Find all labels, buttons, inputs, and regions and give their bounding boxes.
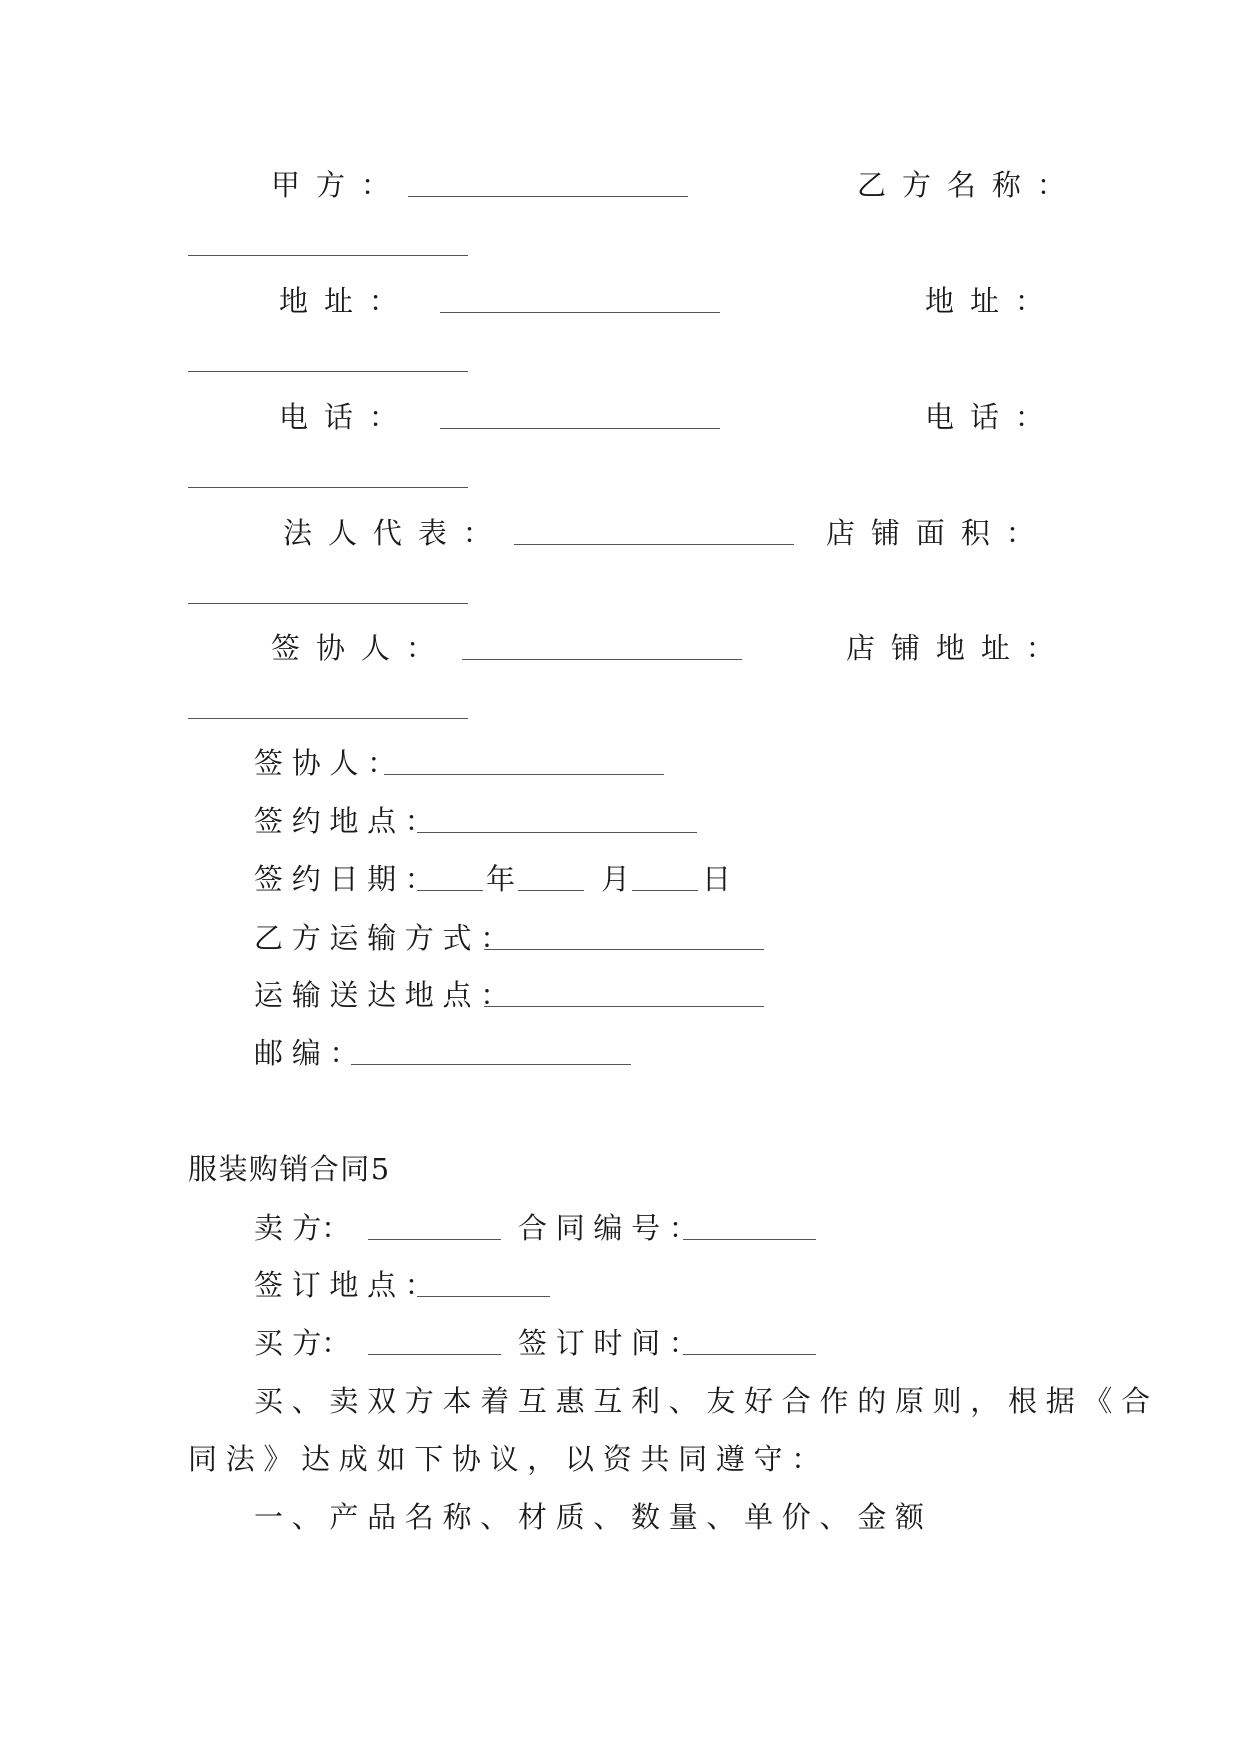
seller-label: 卖 方： [254,1211,351,1245]
address-a-label: 地址： [279,284,414,318]
intro-line-1: 买、卖双方本着互惠互利、友好合作的原则，根据《合 [254,1384,1159,1418]
sign-place-label: 签订地点： [254,1268,443,1302]
transport-method-field[interactable] [484,949,764,950]
section-1-heading: 一、产品名称、材质、数量、单价、金额 [254,1500,933,1534]
phone-b-label: 电话： [925,400,1060,434]
phone-a-label: 电话： [279,400,414,434]
buyer-field[interactable] [368,1354,501,1355]
signing-date-label: 签约日期： [254,862,443,896]
store-area-field[interactable] [188,603,468,604]
contract-no-label: 合同编号： [518,1211,707,1245]
address-b-field[interactable] [188,371,468,372]
delivery-place-field[interactable] [484,1006,764,1007]
co-signer-a-label: 签协人： [271,631,451,665]
delivery-place-label: 运输送达地点： [254,978,518,1012]
store-address-label: 店铺地址： [846,631,1071,665]
address-a-field[interactable] [440,312,720,313]
co-signer-b-field[interactable] [384,774,664,775]
party-b-name-label: 乙方名称： [857,168,1082,202]
party-a-field[interactable] [408,196,688,197]
signing-place-label: 签约地点： [254,804,443,838]
intro-line-2: 同法》达成如下协议，以资共同遵守： [188,1442,829,1476]
sign-place-field[interactable] [417,1296,550,1297]
transport-method-label: 乙方运输方式： [254,921,518,955]
seller-field[interactable] [368,1239,501,1240]
party-a-label: 甲方： [271,168,406,202]
day-label: 日 [702,862,732,896]
store-address-field[interactable] [188,718,468,719]
phone-a-field[interactable] [440,428,720,429]
postcode-field[interactable] [351,1064,631,1065]
party-b-name-field[interactable] [188,255,468,256]
address-b-label: 地址： [925,284,1060,318]
month-field[interactable] [518,890,584,891]
year-label: 年 [486,862,516,896]
year-field[interactable] [417,890,483,891]
phone-b-field[interactable] [188,487,468,488]
legal-rep-label: 法人代表： [283,516,508,550]
postcode-label: 邮编： [254,1036,368,1070]
month-label: 月 [601,862,631,896]
sign-time-field[interactable] [683,1354,816,1355]
signing-place-field[interactable] [417,832,697,833]
co-signer-a-field[interactable] [462,659,742,660]
buyer-label: 买 方： [254,1326,351,1360]
day-field[interactable] [632,890,698,891]
co-signer-b-label: 签协人： [254,746,405,780]
contract-no-field[interactable] [683,1239,816,1240]
store-area-label: 店铺面积： [826,516,1051,550]
legal-rep-field[interactable] [514,544,794,545]
contract-title: 服装购销合同5 [188,1152,391,1186]
sign-time-label: 签订时间： [518,1326,707,1360]
